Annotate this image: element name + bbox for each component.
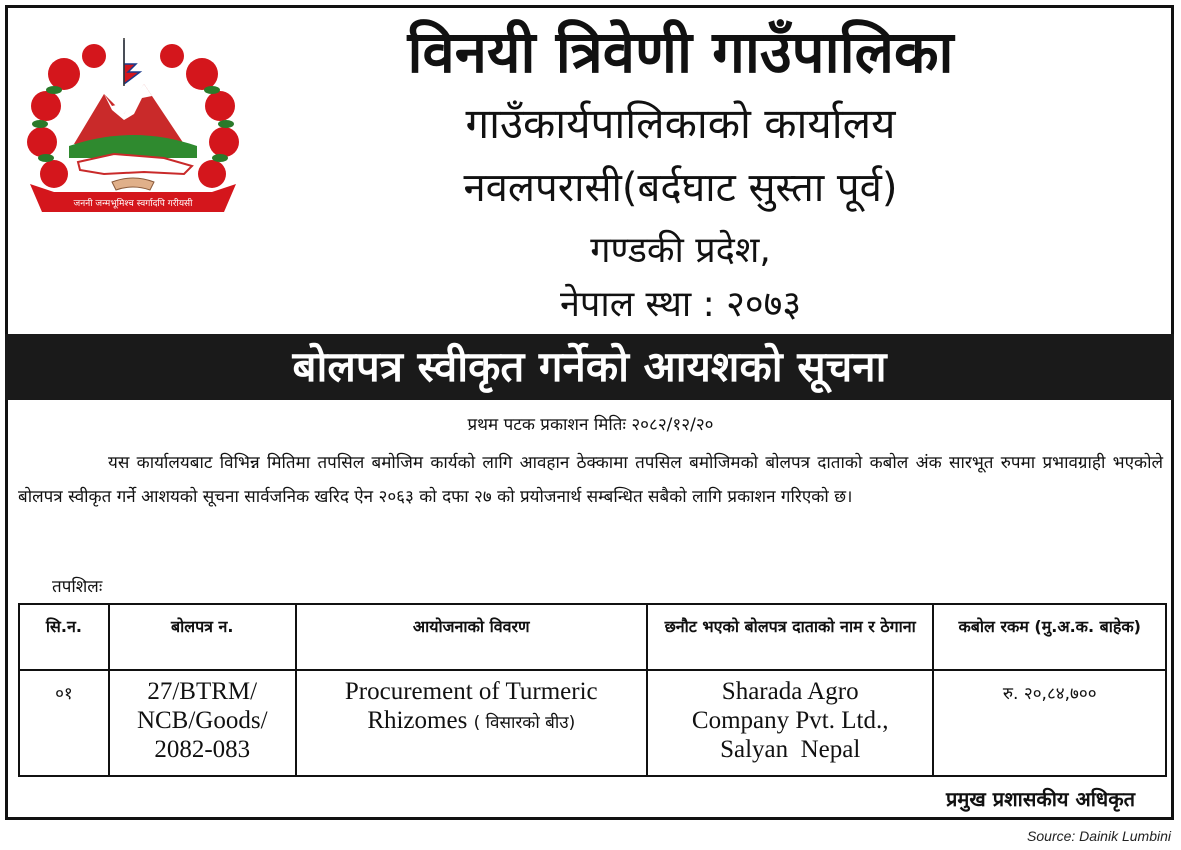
details-label: तपशिलः xyxy=(52,577,103,597)
bid-number-line-3: 2082-083 xyxy=(154,736,251,763)
district-name: नवलपरासी(बर्दघाट सुस्ता पूर्व) xyxy=(463,165,898,211)
emblem-motto: जननी जन्मभूमिश्च स्वर्गादपि गरीयसी xyxy=(73,199,193,209)
office-name: गाउँकार्यपालिकाको कार्यालय xyxy=(465,99,896,148)
bidder-line-1: Sharada Agro xyxy=(721,678,859,705)
bid-table xyxy=(18,603,1167,777)
established-year: नेपाल स्था : २०७३ xyxy=(559,284,802,325)
cell-amount: रु. २०,८४,७०० xyxy=(933,670,1166,776)
cell-project xyxy=(296,670,647,776)
bidder-line-3: Salyan Nepal xyxy=(720,736,861,763)
notice-title: बोलपत्र स्वीकृत गर्नेको आयशको सूचना xyxy=(5,334,1174,400)
header-serial: सि.न. xyxy=(19,604,109,670)
province-name: गण्डकी प्रदेश, xyxy=(590,230,771,271)
bid-number-line-2: NCB/Goods/ xyxy=(136,707,268,734)
project-line-1: Procurement of Turmeric xyxy=(344,678,598,705)
header-project: आयोजनाको विवरण xyxy=(296,604,647,670)
signatory: प्रमुख प्रशासकीय अधिकृत xyxy=(946,787,1135,811)
header-bidder: छनौट भएको बोलपत्र दाताको नाम र ठेगाना xyxy=(647,604,934,670)
project-line-2: Rhizomes xyxy=(367,707,468,734)
municipality-name: विनयी त्रिवेणी गाउँपालिका xyxy=(407,18,954,86)
table-row xyxy=(19,670,1166,776)
header-amount: कबोल रकम (मु.अ.क. बाहेक) xyxy=(933,604,1166,670)
notice-body: यस कार्यालयबाट विभिन्न मितिमा तपसिल बमोजिम कार्यको लागि आवहान ठेक्कामा तपसिल बमोजिमको बोलपत्र दाताको कबोल अंक सारभूत रुपमा प्रभावग्राही भएकोले बोलपत्र स्वीकृत गर्ने आशयको सूचना सार्वजनिक खरिद ऐन २०६३ को दफा २७ को प्रयोजनार्थ सम्बन्धित सबैको लागि प्रकाशन गरिएको छ। xyxy=(18,453,1163,507)
cell-bidder xyxy=(647,670,934,776)
cell-bid-number xyxy=(109,670,296,776)
bidder-line-2: Company Pvt. Ltd., xyxy=(691,707,889,734)
header-bid-number: बोलपत्र न. xyxy=(109,604,296,670)
project-note: ( विसारको बीउ) xyxy=(473,713,576,733)
table-header-row xyxy=(19,604,1166,670)
cell-serial: ०१ xyxy=(19,670,109,776)
project-line-2-wrap xyxy=(297,706,646,738)
publication-date: प्रथम पटक प्रकाशन मितिः २०८२/१२/२० xyxy=(467,415,714,435)
source-credit: Source: Dainik Lumbini xyxy=(1027,828,1171,844)
bid-number-line-1: 27/BTRM/ xyxy=(147,678,258,705)
